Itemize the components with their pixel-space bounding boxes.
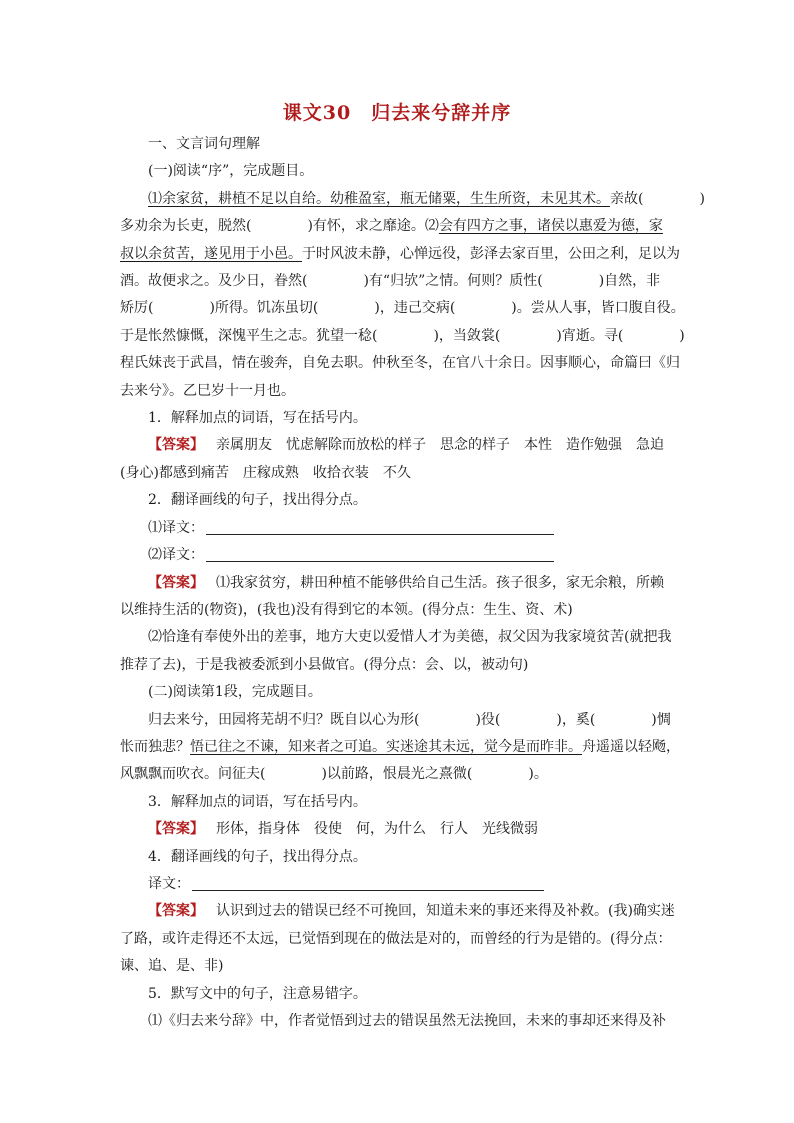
underlined-sentence: 悟已往之不谏，知来者之可追。实迷途其未远，觉今是而昨非。: [190, 738, 582, 755]
underlined-sentence: 会有四方之事，诸侯以惠爱为德，家: [438, 218, 663, 235]
text-line: [120, 186, 705, 213]
text-line: 酒。故便求之。及少日，眷然( )有“归欤”之情。何则？质性( )自然，非: [120, 273, 661, 290]
text-line: 推荐了去)，于是我被委派到小县做官。(得分点：会、以，被动句): [120, 656, 529, 673]
text-span: 舟遥遥以轻飏，: [582, 738, 680, 755]
translation-label: ⑴译文：: [148, 519, 204, 536]
underlined-sentence: ⑴余家贫，耕植不足以自给。幼稚盈室，瓶无储粟，生生所资，未见其术。: [148, 190, 610, 207]
answer-line: [120, 816, 680, 843]
text-span: 于时风波未静，心惮远役，彭泽去家百里，公田之利，足以为: [302, 245, 680, 262]
text-span: 亲故( ): [610, 190, 705, 207]
text-line: 矫厉( )所得。饥冻虽切( )，违己交病( )。尝从人事，皆口腹自役。: [120, 300, 685, 317]
answer-line: [120, 570, 680, 597]
text-line: 于是怅然慷慨，深愧平生之志。犹望一稔( )，当敛裳( )宵逝。寻( ): [120, 327, 685, 344]
text-line: 归去来兮，田园将芜胡不归？既自以心为形( )役( )，奚( )惆: [148, 711, 671, 728]
text-line: 风飘飘而吹衣。问征夫( )以前路，恨晨光之熹微( )。: [120, 766, 548, 783]
text-line: 4．翻译画线的句子，找出得分点。: [148, 848, 367, 865]
answer-label: 【答案】: [148, 574, 204, 591]
text-line: 去来兮》。乙巳岁十一月也。: [120, 382, 295, 399]
translation-fill-line: [120, 515, 680, 542]
text-line: ⑵恰逢有奉使外出的差事，地方大吏以爱惜人才为美德，叔父因为我家境贫苦(就把我: [148, 629, 672, 646]
answer-text: 认识到过去的错误已经不可挽回，知道未来的事还来得及补救。(我)确实迷: [216, 903, 675, 920]
answer-blank[interactable]: [192, 874, 544, 891]
text-line: [120, 213, 680, 240]
text-line: (二)阅读第1段，完成题目。: [148, 684, 322, 701]
answer-blank[interactable]: [206, 518, 554, 535]
text-line: (身心)都感到痛苦 庄稼成熟 收拾衣装 不久: [120, 464, 411, 481]
text-span: 多劝余为长吏，脱然( )有怀，求之靡途。⑵: [120, 218, 439, 235]
answer-text: ⑴我家贫穷，耕田种植不能够供给自己生活。孩子很多，家无余粮，所赖: [216, 574, 664, 591]
answer-line: [120, 432, 680, 459]
text-line: 1．解释加点的词语，写在括号内。: [148, 410, 367, 427]
text-line: (一)阅读“序”，完成题目。: [148, 163, 314, 180]
text-line: 程氏妹丧于武昌，情在骏奔，自免去职。仲秋至冬，在官八十余日。因事顺心，命篇曰《归: [120, 355, 680, 372]
underlined-sentence: 叔以余贫苦，遂见用于小邑。: [120, 245, 302, 262]
page-title: 课文30 归去来兮辞并序: [282, 102, 512, 124]
text-line: 以维持生活的(物资)，(我也)没有得到它的本领。(得分点：生生、资、术): [120, 601, 573, 618]
translation-label: 译文：: [148, 875, 190, 892]
text-line: 2．翻译画线的句子，找出得分点。: [148, 492, 367, 509]
answer-label: 【答案】: [148, 903, 204, 920]
text-line: 一、文言词句理解: [148, 136, 260, 152]
answer-text: 亲属朋友 忧虑解除而放松的样子 思念的样子 本性 造作勉强 急迫: [216, 437, 664, 454]
answer-line: [120, 898, 680, 925]
text-line: 了路，或许走得还不太远，已觉悟到现在的做法是对的，而曾经的行为是错的。(得分点：: [120, 930, 672, 947]
text-line: 5．默写文中的句子，注意易错字。: [148, 985, 367, 1002]
text-line: ⑴《归去来兮辞》中，作者觉悟到过去的错误虽然无法挽回，未来的事却还来得及补: [148, 1013, 666, 1029]
translation-label: ⑵译文：: [148, 547, 204, 564]
document-body: [120, 131, 705, 1035]
answer-blank[interactable]: [206, 545, 554, 562]
text-span: 怅而独悲？: [120, 738, 190, 755]
text-line: 3．解释加点的词语，写在括号内。: [148, 793, 367, 810]
text-line: 谏、追、是、非): [120, 958, 224, 975]
translation-fill-line: [120, 542, 680, 569]
answer-label: 【答案】: [148, 437, 204, 454]
translation-fill-line: [120, 871, 680, 898]
answer-text: 形体，指身体 役使 何，为什么 行人 光线微弱: [216, 821, 538, 838]
answer-label: 【答案】: [148, 821, 204, 838]
text-line: [120, 241, 680, 268]
text-line: [120, 734, 680, 761]
